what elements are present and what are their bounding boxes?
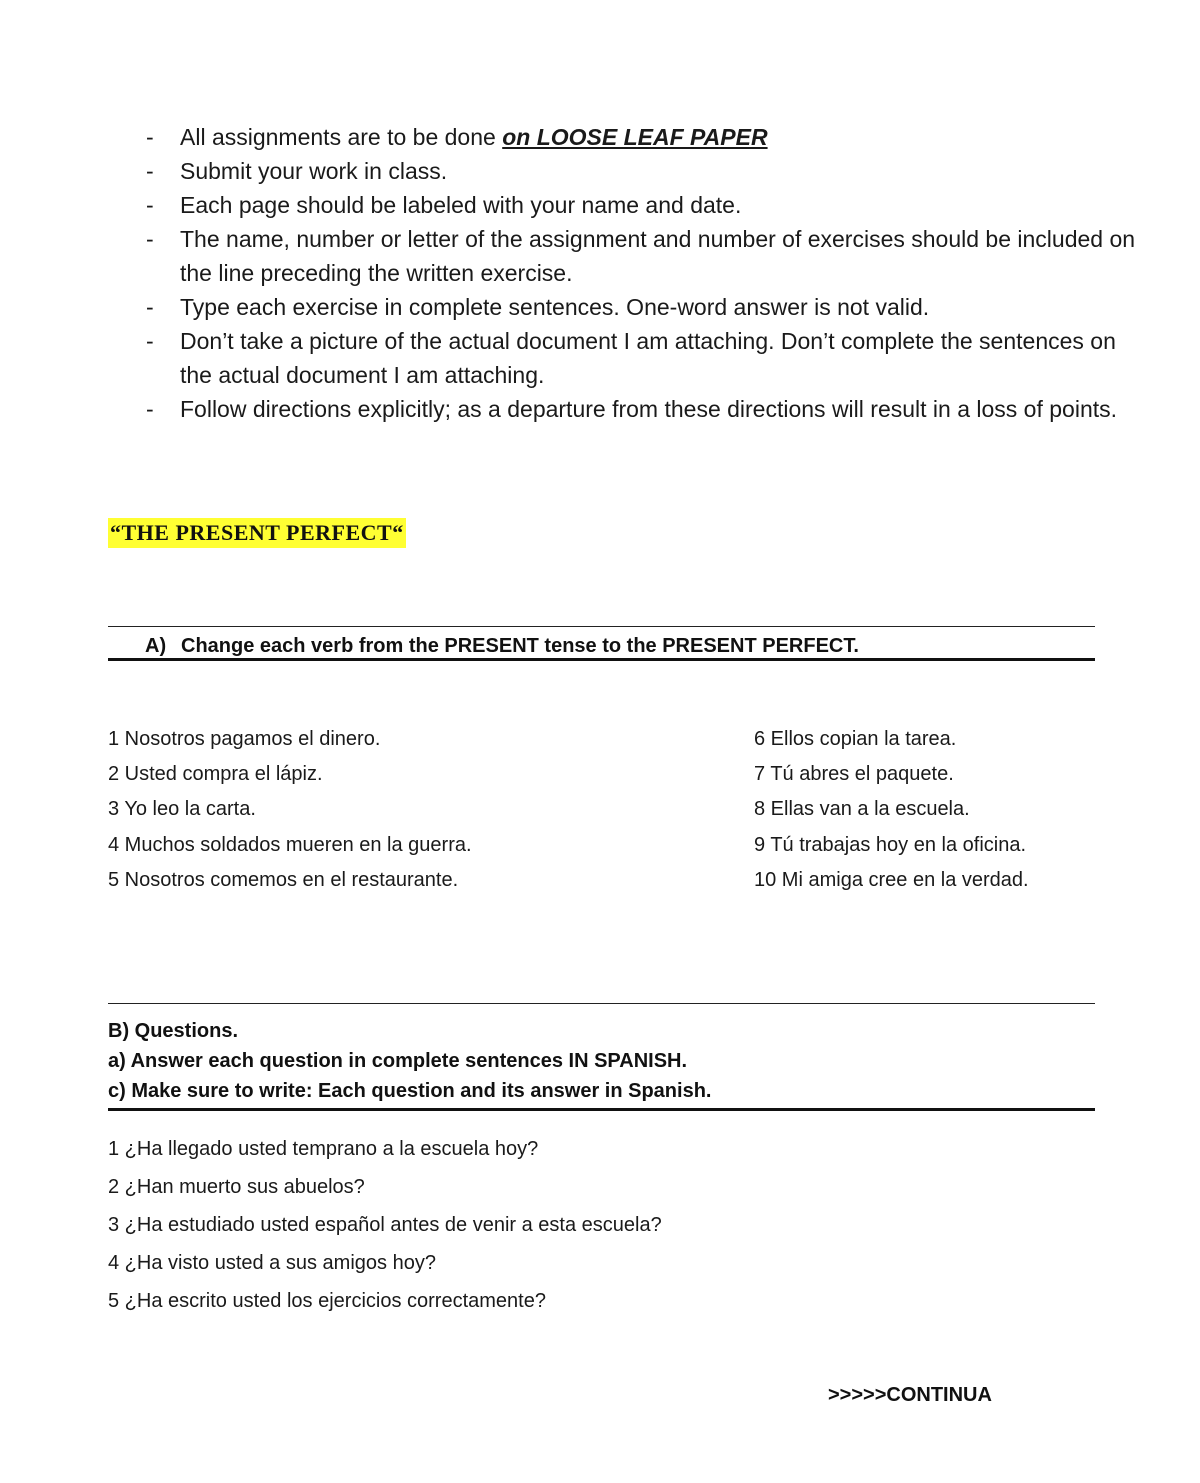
- exercise-item: 5 Nosotros comemos en el restaurante.: [108, 868, 459, 891]
- exercise-item: 9 Tú trabajas hoy en la oficina.: [754, 833, 1027, 856]
- exercise-item: 1 Nosotros pagamos el dinero.: [108, 728, 381, 750]
- instruction-text: The name, number or letter of the assignment and number of exercises should be included on the line preceding the written exercise.: [180, 226, 1136, 286]
- question-item: 5 ¿Ha escrito usted los ejercicios correctamente?: [108, 1290, 546, 1312]
- section-b-heading: [108, 1016, 711, 1106]
- divider-line-thick: [108, 1108, 1095, 1111]
- divider-line: [108, 626, 1095, 627]
- instruction-emphasis: on LOOSE LEAF PAPER: [502, 124, 768, 150]
- instruction-item: [140, 154, 1140, 188]
- instruction-item: [140, 222, 1140, 290]
- section-b-instruction-c: c) Make sure to write: Each question and its answer in Spanish.: [108, 1080, 712, 1102]
- instruction-item: [140, 324, 1140, 392]
- continue-label: >>>>>CONTINUA: [828, 1384, 992, 1406]
- section-a-label: A): [145, 635, 167, 657]
- instruction-text: All assignments are to be done: [180, 124, 503, 150]
- exercise-item: 2 Usted compra el lápiz.: [108, 763, 323, 786]
- exercise-list-left: [108, 722, 472, 898]
- question-item: 4 ¿Ha visto usted a sus amigos hoy?: [108, 1252, 436, 1274]
- section-b-instruction-a: a) Answer each question in complete sentences IN SPANISH.: [108, 1050, 688, 1072]
- question-item: 1 ¿Ha llegado usted temprano a la escuela hoy?: [108, 1138, 539, 1160]
- divider-line-thick: [108, 658, 1095, 661]
- bullet-dash: -: [146, 396, 154, 422]
- question-item: 2 ¿Han muerto sus abuelos?: [108, 1176, 365, 1198]
- bullet-dash: -: [146, 124, 154, 150]
- instructions-list: [140, 120, 1140, 426]
- bullet-dash: -: [146, 328, 154, 354]
- highlighted-title: “THE PRESENT PERFECT“: [108, 518, 406, 548]
- exercise-item: 7 Tú abres el paquete.: [754, 763, 954, 786]
- instruction-item: [140, 392, 1140, 426]
- question-list: [108, 1130, 662, 1320]
- question-item: 3 ¿Ha estudiado usted español antes de venir a esta escuela?: [108, 1214, 662, 1236]
- bullet-dash: -: [146, 192, 154, 218]
- instruction-text: Type each exercise in complete sentences. One-word answer is not valid.: [180, 294, 930, 320]
- instruction-text: Follow directions explicitly; as a departure from these directions will result in a loss of points.: [180, 396, 1118, 422]
- exercise-item: 4 Muchos soldados mueren en la guerra.: [108, 833, 472, 856]
- bullet-dash: -: [146, 158, 154, 184]
- instruction-text: Don’t take a picture of the actual document I am attaching. Don’t complete the sentences on the actual document I am attaching.: [180, 328, 1116, 388]
- exercise-item: 8 Ellas van a la escuela.: [754, 798, 970, 821]
- instruction-text: Submit your work in class.: [180, 158, 448, 184]
- instruction-text: Each page should be labeled with your name and date.: [180, 192, 742, 218]
- instruction-item: [140, 188, 1140, 222]
- bullet-dash: -: [146, 294, 154, 320]
- section-a-heading: [145, 632, 859, 660]
- bullet-dash: -: [146, 226, 154, 252]
- exercise-list-right: [754, 722, 1029, 898]
- divider-line: [108, 1003, 1095, 1004]
- section-a-text: Change each verb from the PRESENT tense to the PRESENT PERFECT.: [181, 635, 859, 657]
- section-b-title: B) Questions.: [108, 1020, 239, 1042]
- instruction-item: [140, 290, 1140, 324]
- exercise-item: 3 Yo leo la carta.: [108, 798, 256, 821]
- instruction-item: [140, 120, 1140, 154]
- exercise-item: 6 Ellos copian la tarea.: [754, 728, 957, 750]
- exercise-item: 10 Mi amiga cree en la verdad.: [754, 868, 1029, 891]
